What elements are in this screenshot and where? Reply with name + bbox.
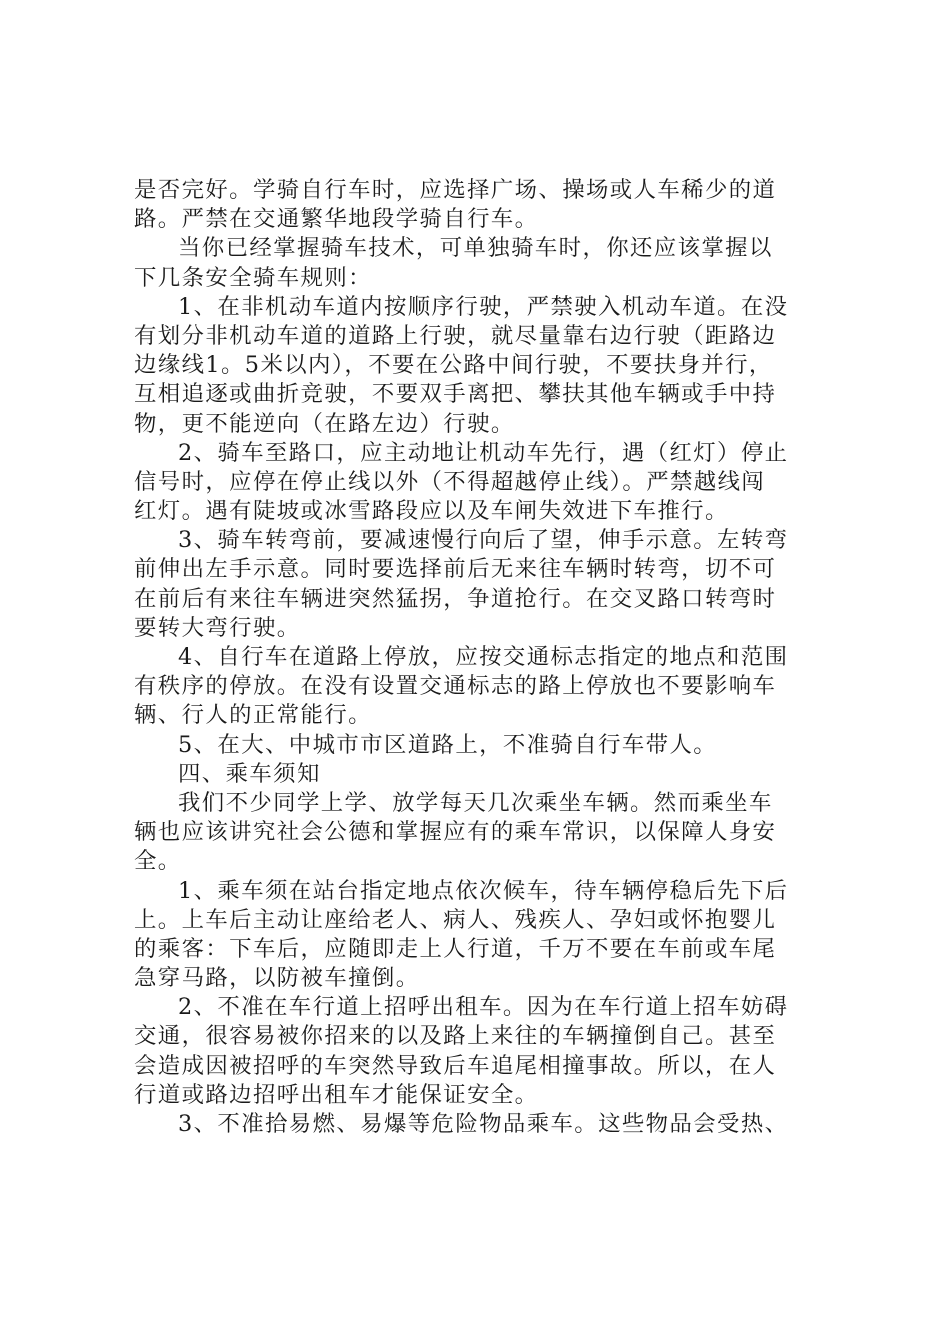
text-line: 的乘客：下车后，应随即走上人行道，千万不要在车前或车尾 <box>134 935 777 962</box>
text-line: 有划分非机动车道的道路上行驶，就尽量靠右边行驶（距路边 <box>134 322 777 349</box>
text-line: 有秩序的停放。在没有设置交通标志的路上停放也不要影响车 <box>134 673 777 700</box>
text-line: 全。 <box>134 848 182 875</box>
document-body <box>134 176 834 1139</box>
text-line: 2、不准在车行道上招呼出租车。因为在车行道上招车妨碍 <box>178 994 789 1021</box>
text-line: 物，更不能逆向（在路左边）行驶。 <box>134 410 515 437</box>
text-line: 1、乘车须在站台指定地点依次候车，待车辆停稳后先下后 <box>178 877 789 904</box>
text-line: 会造成因被招呼的车突然导致后车追尾相撞事故。所以，在人 <box>134 1052 777 1079</box>
text-line: 辆、行人的正常能行。 <box>134 702 372 729</box>
text-line: 红灯。遇有陡坡或冰雪路段应以及车闸失效进下车推行。 <box>134 498 729 525</box>
text-line: 3、骑车转弯前，要减速慢行向后了望，伸手示意。左转弯 <box>178 527 789 554</box>
text-line: 我们不少同学上学、放学每天几次乘坐车辆。然而乘坐车 <box>178 789 773 816</box>
text-line: 行道或路边招呼出租车才能保证安全。 <box>134 1081 539 1108</box>
text-line: 1、在非机动车道内按顺序行驶，严禁驶入机动车道。在没 <box>178 293 789 320</box>
text-line: 要转大弯行驶。 <box>134 614 301 641</box>
text-line: 信号时，应停在停止线以外（不得超越停止线）。严禁越线闯 <box>134 468 766 495</box>
text-line: 2、骑车至路口，应主动地让机动车先行，遇（红灯）停止 <box>178 439 789 466</box>
text-line: 互相追逐或曲折竞驶，不要双手离把、攀扶其他车辆或手中持 <box>134 381 777 408</box>
text-line: 前伸出左手示意。同时要选择前后无来往车辆时转弯，切不可 <box>134 556 777 583</box>
text-line: 四、乘车须知 <box>178 760 321 787</box>
text-line: 在前后有来往车辆进突然猛拐，争道抢行。在交叉路口转弯时 <box>134 585 777 612</box>
text-line: 辆也应该讲究社会公德和掌握应有的乘车常识，以保障人身安 <box>134 819 777 846</box>
text-line: 下几条安全骑车规则： <box>134 264 372 291</box>
text-line: 路。严禁在交通繁华地段学骑自行车。 <box>134 206 539 233</box>
text-line: 3、不准拾易燃、易爆等危险物品乘车。这些物品会受热、 <box>178 1111 789 1137</box>
text-line: 5、在大、中城市市区道路上，不准骑自行车带人。 <box>178 731 718 758</box>
text-line: 4、自行车在道路上停放，应按交通标志指定的地点和范围 <box>178 644 789 670</box>
text-line: 急穿马路，以防被车撞倒。 <box>134 965 420 992</box>
text-line: 交通，很容易被你招来的以及路上来往的车辆撞倒自己。甚至 <box>134 1023 777 1050</box>
text-line: 是否完好。学骑自行车时，应选择广场、操场或人车稀少的道 <box>134 177 777 203</box>
text-line: 当你已经掌握骑车技术，可单独骑车时，你还应该掌握以 <box>178 235 773 262</box>
text-line: 上。上车后主动让座给老人、病人、残疾人、孕妇或怀抱婴儿 <box>134 906 777 933</box>
text-line: 边缘线1。5米以内），不要在公路中间行驶，不要扶身并行， <box>134 352 773 379</box>
